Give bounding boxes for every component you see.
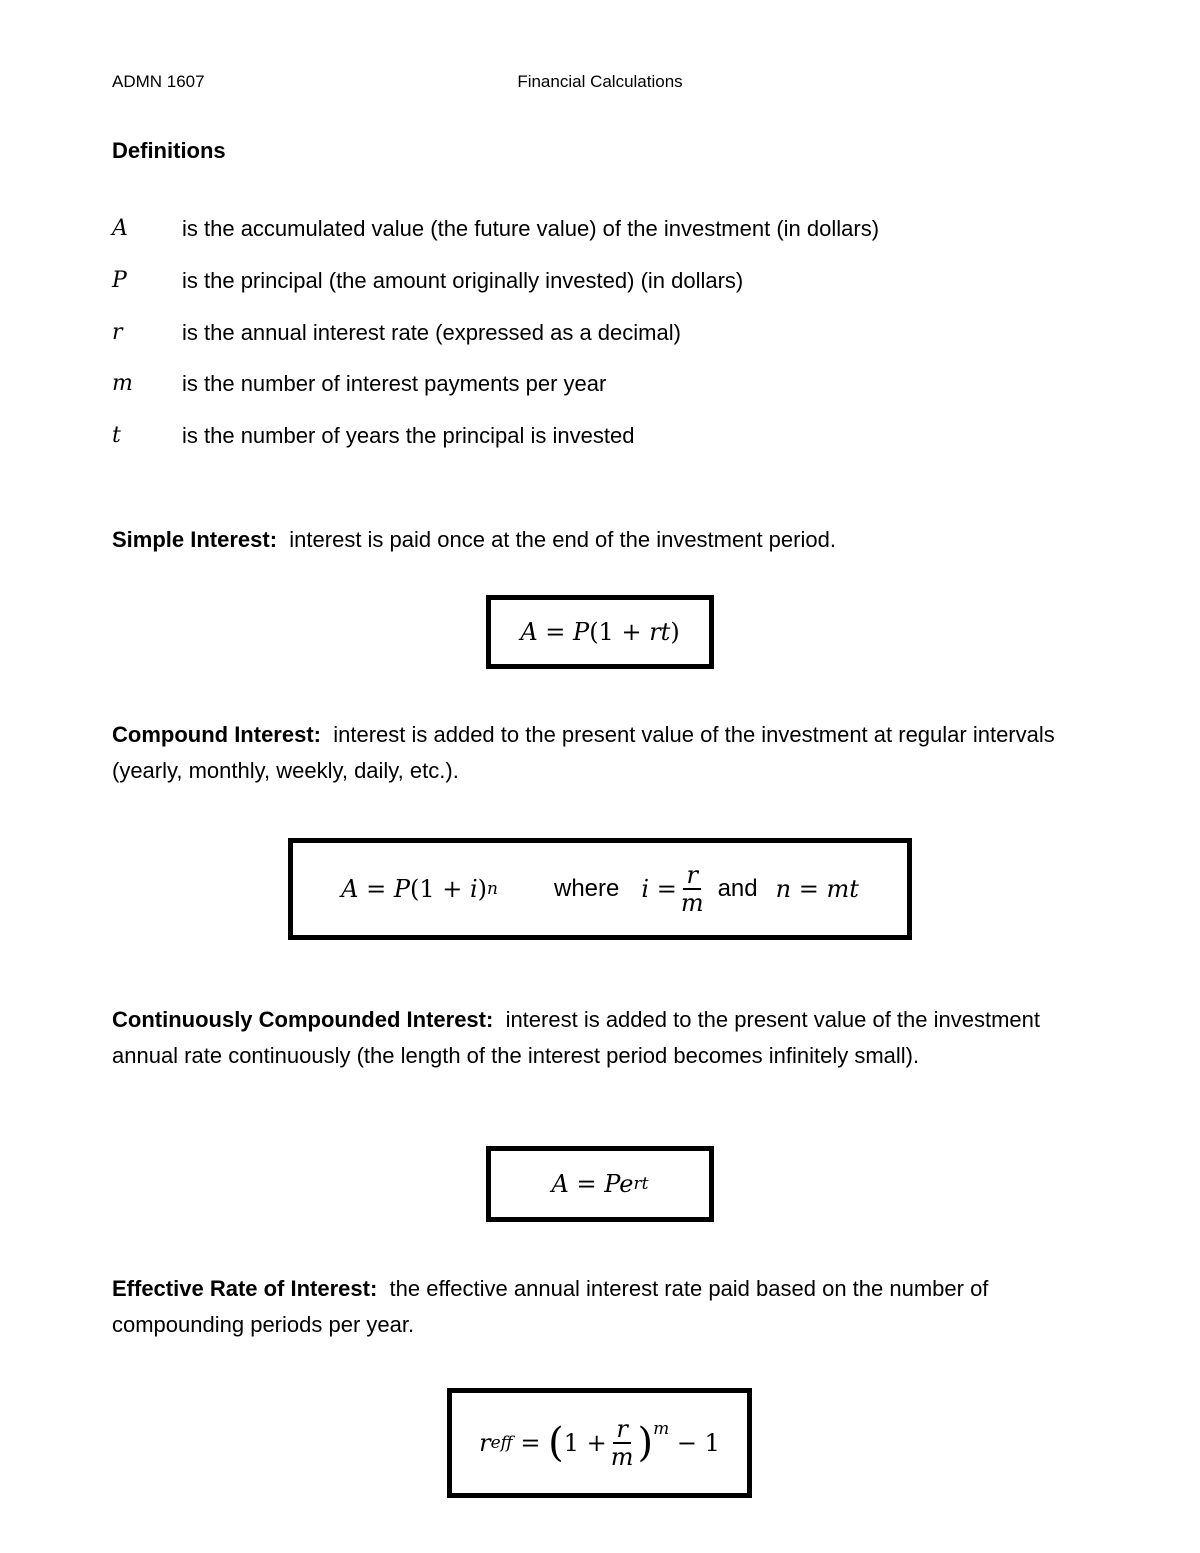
where-word: where	[554, 875, 620, 902]
simple-interest-label: Simple Interest:	[112, 527, 278, 552]
compound-interest-label: Compound Interest:	[112, 722, 321, 747]
compound-interest-formula: A = P (1 + i ) n where i = $\frac{r}{m}$ and n = mt	[288, 838, 912, 940]
simple-interest-paragraph	[112, 522, 1102, 558]
definition-text: is the number of years the principal is invested	[182, 423, 635, 448]
effective-rate-text: the effective annual interest rate paid based on the number of compounding periods per year.	[112, 1276, 989, 1337]
continuous-interest-text: interest is added to the present value of the investment annual rate continuously (the length of the interest period becomes infinitely small).	[112, 1007, 1040, 1068]
effective-rate-formula: r eff = ( 1 + $\frac{r}{m}$ ) $^m$ − 1	[447, 1388, 752, 1498]
continuous-interest-paragraph	[112, 1002, 1102, 1074]
simple-interest-formula: A = P (1 + rt )	[486, 595, 714, 669]
and-word: and	[717, 875, 758, 902]
definition-text: is the principal (the amount originally invested) (in dollars)	[182, 268, 744, 293]
definition-text: is the number of interest payments per year	[182, 371, 607, 396]
compound-interest-text: interest is added to the present value of the investment at regular intervals (yearly, monthly, weekly, daily, etc.).	[112, 722, 1055, 783]
compound-interest-paragraph	[112, 717, 1102, 789]
definitions-heading: Definitions	[112, 138, 226, 163]
continuous-interest-formula: A = Pe rt	[486, 1146, 714, 1222]
definition-text: is the accumulated value (the future value) of the investment (in dollars)	[182, 216, 880, 241]
definition-symbol: m	[112, 371, 133, 396]
document-title: Financial Calculations	[517, 72, 683, 91]
definition-text: is the annual interest rate (expressed as a decimal)	[182, 320, 681, 345]
definition-symbol: r	[112, 320, 123, 345]
course-code: ADMN 1607	[112, 72, 205, 91]
effective-rate-label: Effective Rate of Interest:	[112, 1276, 378, 1301]
definition-symbol: t	[112, 423, 121, 448]
simple-interest-text: interest is paid once at the end of the investment period.	[289, 527, 836, 552]
definition-symbol: A	[112, 216, 128, 241]
continuous-interest-label: Continuously Compounded Interest:	[112, 1007, 494, 1032]
definition-symbol: P	[112, 268, 127, 293]
effective-rate-paragraph	[112, 1271, 1102, 1343]
